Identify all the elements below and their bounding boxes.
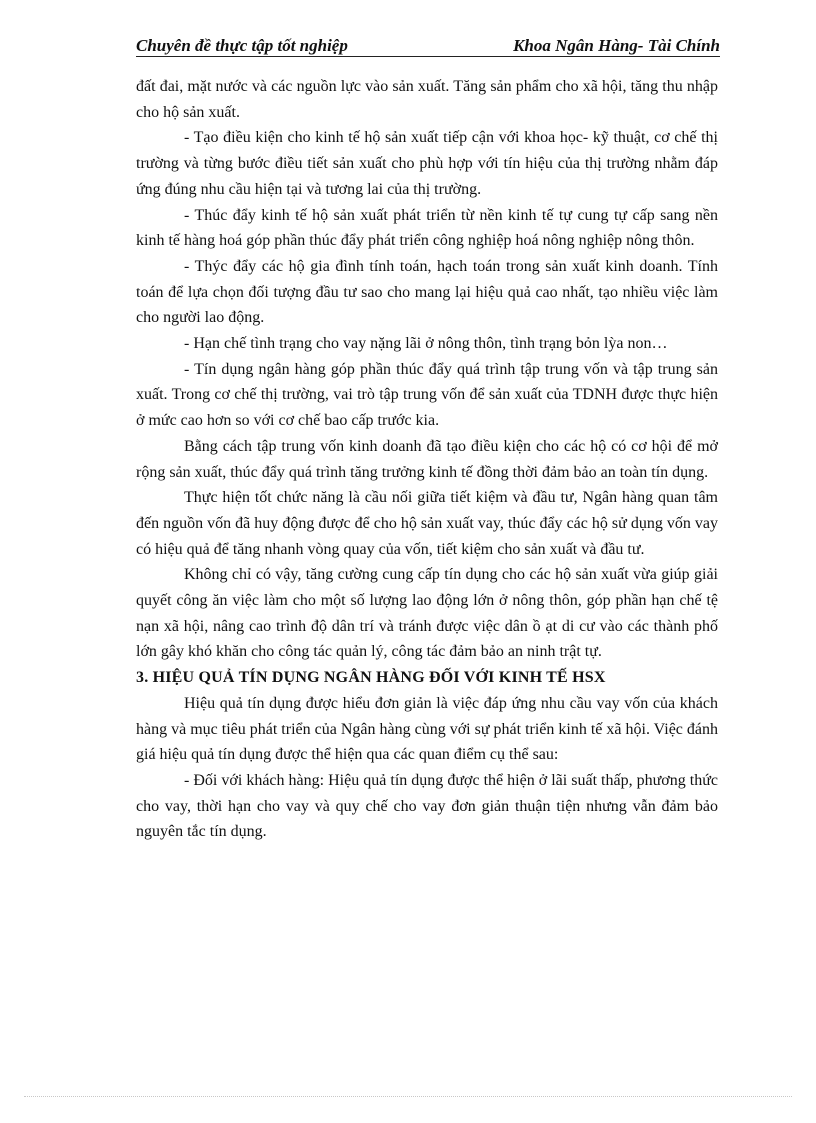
paragraph-customer-view: - Đối với khách hàng: Hiệu quả tín dụng được thể hiện ở lãi suất thấp, phương thức cho vay, thời hạn cho vay và quy chế cho vay đơn giản thuận tiện nhưng vẫn đảm bảo nguyên tắc tín dụng. (136, 771, 718, 841)
header-right-title: Khoa Ngân Hàng- Tài Chính (513, 36, 720, 55)
paragraph-continuation: đất đai, mặt nước và các nguồn lực vào sản xuất. Tăng sản phẩm cho xã hội, tăng thu nhập cho hộ sản xuất. (136, 78, 718, 121)
paragraph-employment: Không chỉ có vậy, tăng cường cung cấp tín dụng cho các hộ sản xuất vừa giúp giải quyết công ăn việc làm cho một số lượng lao động lớn ở nông thôn, góp phần hạn chế tệ nạn xã hội, nâng cao trình độ dân trí và tránh được việc dân ồ ạt di cư vào các thành phố lớn gây khó khăn cho công tác quản lý, công tác đảm bảo an ninh trật tự. (136, 566, 718, 661)
paragraph-bullet-capital-concentration: - Tín dụng ngân hàng góp phần thúc đẩy quá trình tập trung vốn và tập trung sản xuất. Trong cơ chế thị trường, vai trò tập trung vốn để sản xuất của TDNH được thực hiện ở mức cao hơn so với cơ chế bao cấp trước kia. (136, 360, 718, 430)
paragraph-bullet-usury: - Hạn chế tình trạng cho vay nặng lãi ở nông thôn, tình trạng bỏn lỳa non… (184, 335, 668, 353)
paragraph-bullet-accounting: - Thýc đẩy các hộ gia đình tính toán, hạch toán trong sản xuất kinh doanh. Tính toán để lựa chọn đối tượng đầu tư sao cho mang lại hiệu quả cao nhất, tạo nhiều việc làm cho người lao động. (136, 257, 718, 327)
page-bottom-divider (24, 1096, 792, 1097)
paragraph-bullet-commodity-economy: - Thúc đẩy kinh tế hộ sản xuất phát triển từ nền kinh tế tự cung tự cấp sang nền kinh tế hàng hoá góp phần thúc đẩy phát triển công nghiệp hoá nông nghiệp nông thôn. (136, 206, 718, 250)
header-left-title: Chuyên đề thực tập tốt nghiệp (136, 36, 348, 55)
paragraph-bridge-function: Thực hiện tốt chức năng là cầu nối giữa tiết kiệm và đầu tư, Ngân hàng quan tâm đến nguồn vốn đã huy động được để cho hộ sản xuất vay, thúc đẩy các hộ sử dụng vốn vay có hiệu quả để tăng nhanh vòng quay của vốn, tiết kiệm cho sản xuất và đầu tư. (136, 489, 718, 558)
paragraph-business-capital: Bằng cách tập trung vốn kinh doanh đã tạo điều kiện cho các hộ có cơ hội để mở rộng sản xuất, thúc đẩy quá trình tăng trưởng kinh tế đồng thời đảm bảo an toàn tín dụng. (136, 437, 718, 481)
paragraph-bullet-technology: - Tạo điều kiện cho kinh tế hộ sản xuất tiếp cận với khoa học- kỹ thuật, cơ chế thị trường và từng bước điều tiết sản xuất cho phù hợp với tín hiệu của thị trường nhằm đáp ứng đúng nhu cầu hiện tại và tương lai của thị trường. (136, 129, 718, 198)
section-heading: 3. HIỆU QUẢ TÍN DỤNG NGÂN HÀNG ĐỐI VỚI KINH TẾ HSX (136, 669, 606, 687)
paragraph-efficiency-definition: Hiệu quả tín dụng được hiểu đơn giản là việc đáp ứng nhu cầu vay vốn của khách hàng và mục tiêu phát triển của Ngân hàng cùng với sự phát triển kinh tế xã hội. Việc đánh giá hiệu quả tín dụng được thể hiện qua các quan điểm cụ thể sau: (136, 694, 718, 764)
page-header (136, 34, 720, 57)
document-body (136, 74, 718, 845)
